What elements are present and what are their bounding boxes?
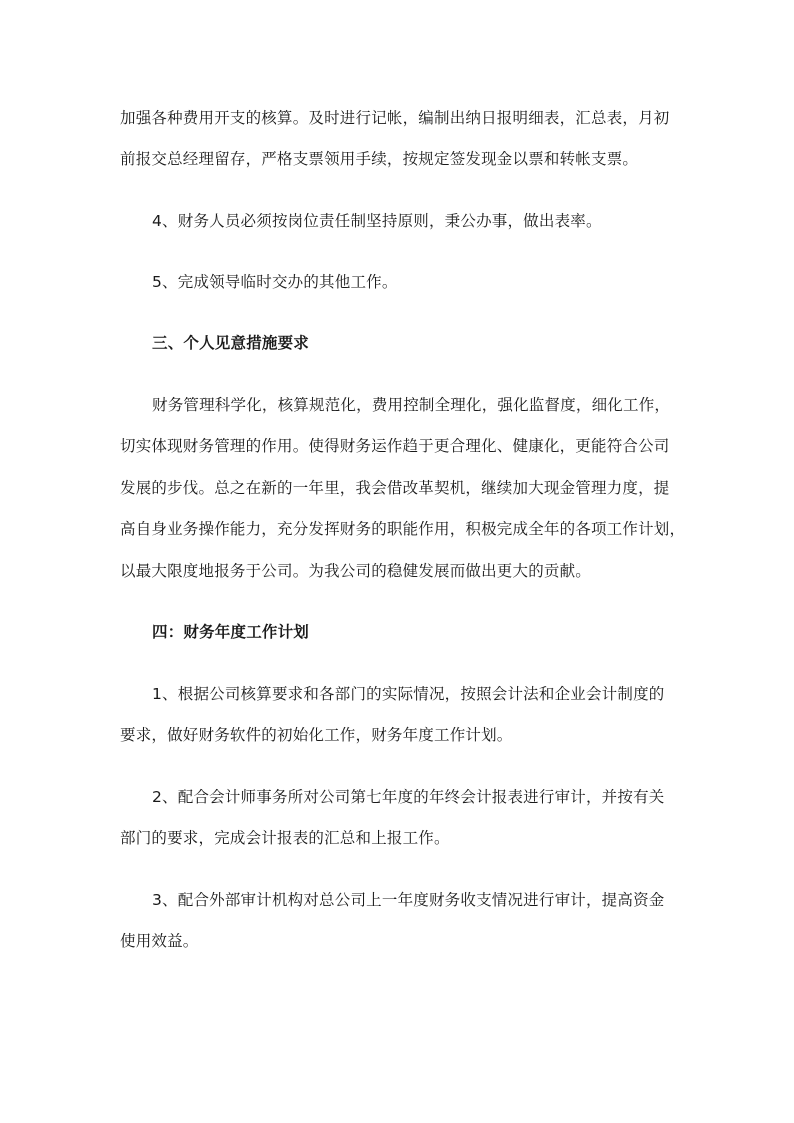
paragraph-line: 财务管理科学化，核算规范化，费用控制全理化，强化监督度，细化工作， [152, 396, 671, 414]
list-item-5: 5、完成领导临时交办的其他工作。 [152, 273, 398, 291]
plan-item-1: 1、根据公司核算要求和各部门的实际情况，按照会计法和企业会计制度的 [152, 685, 665, 703]
plan-item-1-cont: 要求，做好财务软件的初始化工作，财务年度工作计划。 [120, 726, 513, 744]
plan-item-2: 2、配合会计师事务所对公司第七年度的年终会计报表进行审计，并按有关 [152, 788, 665, 806]
plan-item-3: 3、配合外部审计机构对总公司上一年度财务收支情况进行审计，提高资金 [152, 891, 665, 909]
plan-item-3-cont: 使用效益。 [120, 932, 199, 950]
section-heading-3: 三、个人见意措施要求 [152, 334, 310, 352]
paragraph-line: 发展的步伐。总之在新的一年里，我会借改革契机，继续加大现金管理力度，提 [120, 479, 670, 497]
list-item-4: 4、财务人员必须按岗位责任制坚持原则，秉公办事，做出表率。 [152, 212, 602, 230]
paragraph-line: 前报交总经理留存，严格支票领用手续，按规定签发现金以票和转帐支票。 [120, 150, 639, 168]
paragraph-line: 加强各种费用开支的核算。及时进行记帐，编制出纳日报明细表，汇总表，月初 [120, 109, 670, 127]
plan-item-2-cont: 部门的要求，完成会计报表的汇总和上报工作。 [120, 829, 450, 847]
section-heading-4: 四：财务年度工作计划 [152, 623, 310, 641]
paragraph-line: 切实体现财务管理的作用。使得财务运作趋于更合理化、健康化，更能符合公司 [120, 437, 670, 455]
paragraph-line: 高自身业务操作能力，充分发挥财务的职能作用，积极完成全年的各项工作计划， [120, 520, 686, 538]
paragraph-line: 以最大限度地报务于公司。为我公司的稳健发展而做出更大的贡献。 [120, 562, 592, 580]
